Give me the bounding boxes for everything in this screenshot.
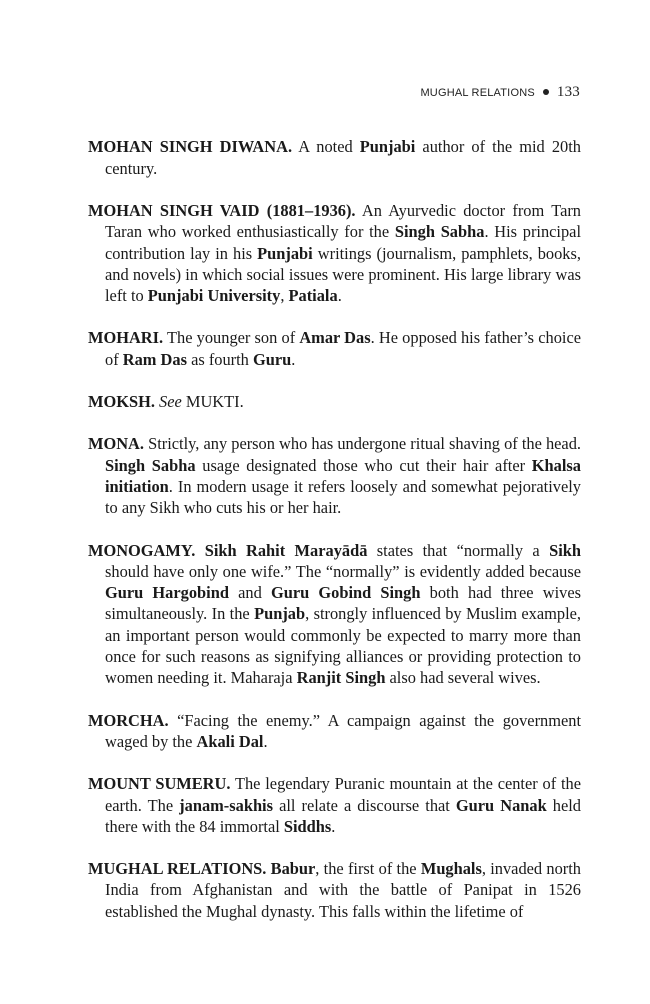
entry-text: held there with the 84 immortal — [105, 795, 581, 836]
entry-text: . — [337, 286, 342, 306]
entry-text: , strongly influenced by Muslim example, an important person would commonly be expected to marry more than once for such reasons as signifying alliances or providing protection to women needing it. Maharaja — [105, 604, 581, 688]
entry-text: . He opposed his father’s choice of — [105, 328, 581, 369]
entry-text: , — [280, 286, 289, 306]
entry-text: as fourth — [186, 349, 253, 369]
entry-text: Strictly, any person who has undergone ritual shaving of the head. — [144, 434, 581, 454]
glossary-entry — [88, 433, 581, 518]
entry-text: “Facing the enemy.” A campaign against the government waged by the — [105, 710, 581, 751]
cross-reference-term: Guru Gobind Singh — [270, 583, 421, 603]
entry-headword: MOHAN SINGH DIWANA. — [88, 137, 293, 157]
glossary-entry — [88, 136, 581, 179]
entry-text: should have only one wife.” The “normally” is evidently added because — [105, 561, 581, 581]
entry-text — [195, 541, 204, 560]
cross-reference-term: Khalsa initiation — [105, 455, 581, 496]
entry-headword: MOHAN SINGH VAID (1881–1936). — [88, 200, 356, 220]
cross-reference-term: Babur — [270, 859, 316, 879]
glossary-entry — [88, 540, 581, 689]
glossary-entry — [88, 200, 581, 306]
entry-text: also had several wives. — [385, 668, 541, 688]
bullet-separator-icon — [543, 89, 549, 95]
entry-text: usage designated those who cut their hair after — [195, 455, 532, 475]
entry-text: MUKTI. — [181, 392, 244, 412]
cross-reference-term: Singh Sabha — [105, 455, 196, 475]
cross-reference-term: Sikh Rahit Marayādā — [204, 540, 368, 560]
entry-text: , invaded north India from Afghanistan and with the battle of Panipat in 1526 established the Mughal dynasty. This falls within the lifetime of — [105, 859, 581, 921]
see-reference-label: See — [159, 392, 182, 412]
cross-reference-term: Guru Hargobind — [105, 583, 229, 603]
entry-text: , the first of the — [315, 859, 421, 879]
cross-reference-term: Sikh — [549, 540, 581, 560]
cross-reference-term: Akali Dal — [196, 731, 264, 751]
glossary-entry — [88, 773, 581, 837]
entry-headword: MORCHA. — [88, 710, 169, 730]
entry-text: all relate a discourse that — [273, 795, 456, 815]
cross-reference-term: Punjab — [254, 604, 306, 624]
entry-headword: MUGHAL RELATIONS. — [88, 859, 267, 879]
entry-text: An Ayurvedic doctor from Tarn Taran who worked enthusiastically for the — [105, 200, 581, 242]
entry-text: . — [263, 731, 268, 751]
entry-text: The younger son of — [163, 328, 300, 348]
cross-reference-term: Ram Das — [122, 349, 187, 369]
entry-text: . — [291, 349, 296, 369]
cross-reference-term: Singh Sabha — [394, 222, 485, 242]
running-head — [420, 84, 580, 101]
cross-reference-term: Ranjit Singh — [296, 668, 386, 688]
entry-text: . — [331, 816, 336, 836]
cross-reference-term: Punjabi — [257, 243, 313, 263]
entry-text: and — [228, 583, 271, 603]
cross-reference-term: Amar Das — [299, 328, 371, 348]
entry-text: . In modern usage it refers loosely and somewhat pejoratively to any Sikh who cuts his or her hair. — [105, 476, 581, 518]
entry-text: states that “normally a — [367, 540, 550, 560]
entry-text: The legendary Puranic mountain at the center of the earth. The — [105, 774, 581, 815]
entry-headword: MONA. — [88, 434, 144, 454]
glossary-entry — [88, 327, 581, 370]
cross-reference-term: Siddhs — [283, 816, 332, 836]
cross-reference-term: Guru Nanak — [455, 795, 547, 815]
cross-reference-term: Patiala — [288, 286, 338, 306]
entry-text: author of the mid 20th century. — [105, 137, 581, 178]
cross-reference-term: janam-sakhis — [179, 795, 273, 815]
glossary-entries — [88, 120, 581, 943]
cross-reference-term: Mughals — [420, 859, 482, 879]
entry-headword: MOKSH. — [88, 392, 155, 412]
entry-headword: MOUNT SUMERU. — [88, 774, 231, 794]
entry-text: . His principal contribution lay in his — [105, 222, 581, 263]
entry-text: both had three wives simultaneously. In the — [105, 583, 581, 624]
cross-reference-term: Punjabi — [359, 137, 416, 157]
entry-text: A noted — [292, 137, 360, 157]
glossary-entry — [88, 391, 581, 412]
running-head-section: MUGHAL RELATIONS — [420, 87, 535, 99]
cross-reference-term: Guru — [252, 349, 292, 369]
entry-headword: MONOGAMY. — [88, 540, 196, 560]
entry-text: writings (journalism, pamphlets, books, and novels) in which social issues were prominent. His large library was left to — [105, 243, 581, 306]
entry-headword: MOHARI. — [88, 328, 164, 348]
cross-reference-term: Punjabi University — [147, 286, 281, 306]
page-number: 133 — [556, 84, 580, 100]
glossary-entry — [88, 858, 581, 922]
glossary-entry — [88, 710, 581, 753]
